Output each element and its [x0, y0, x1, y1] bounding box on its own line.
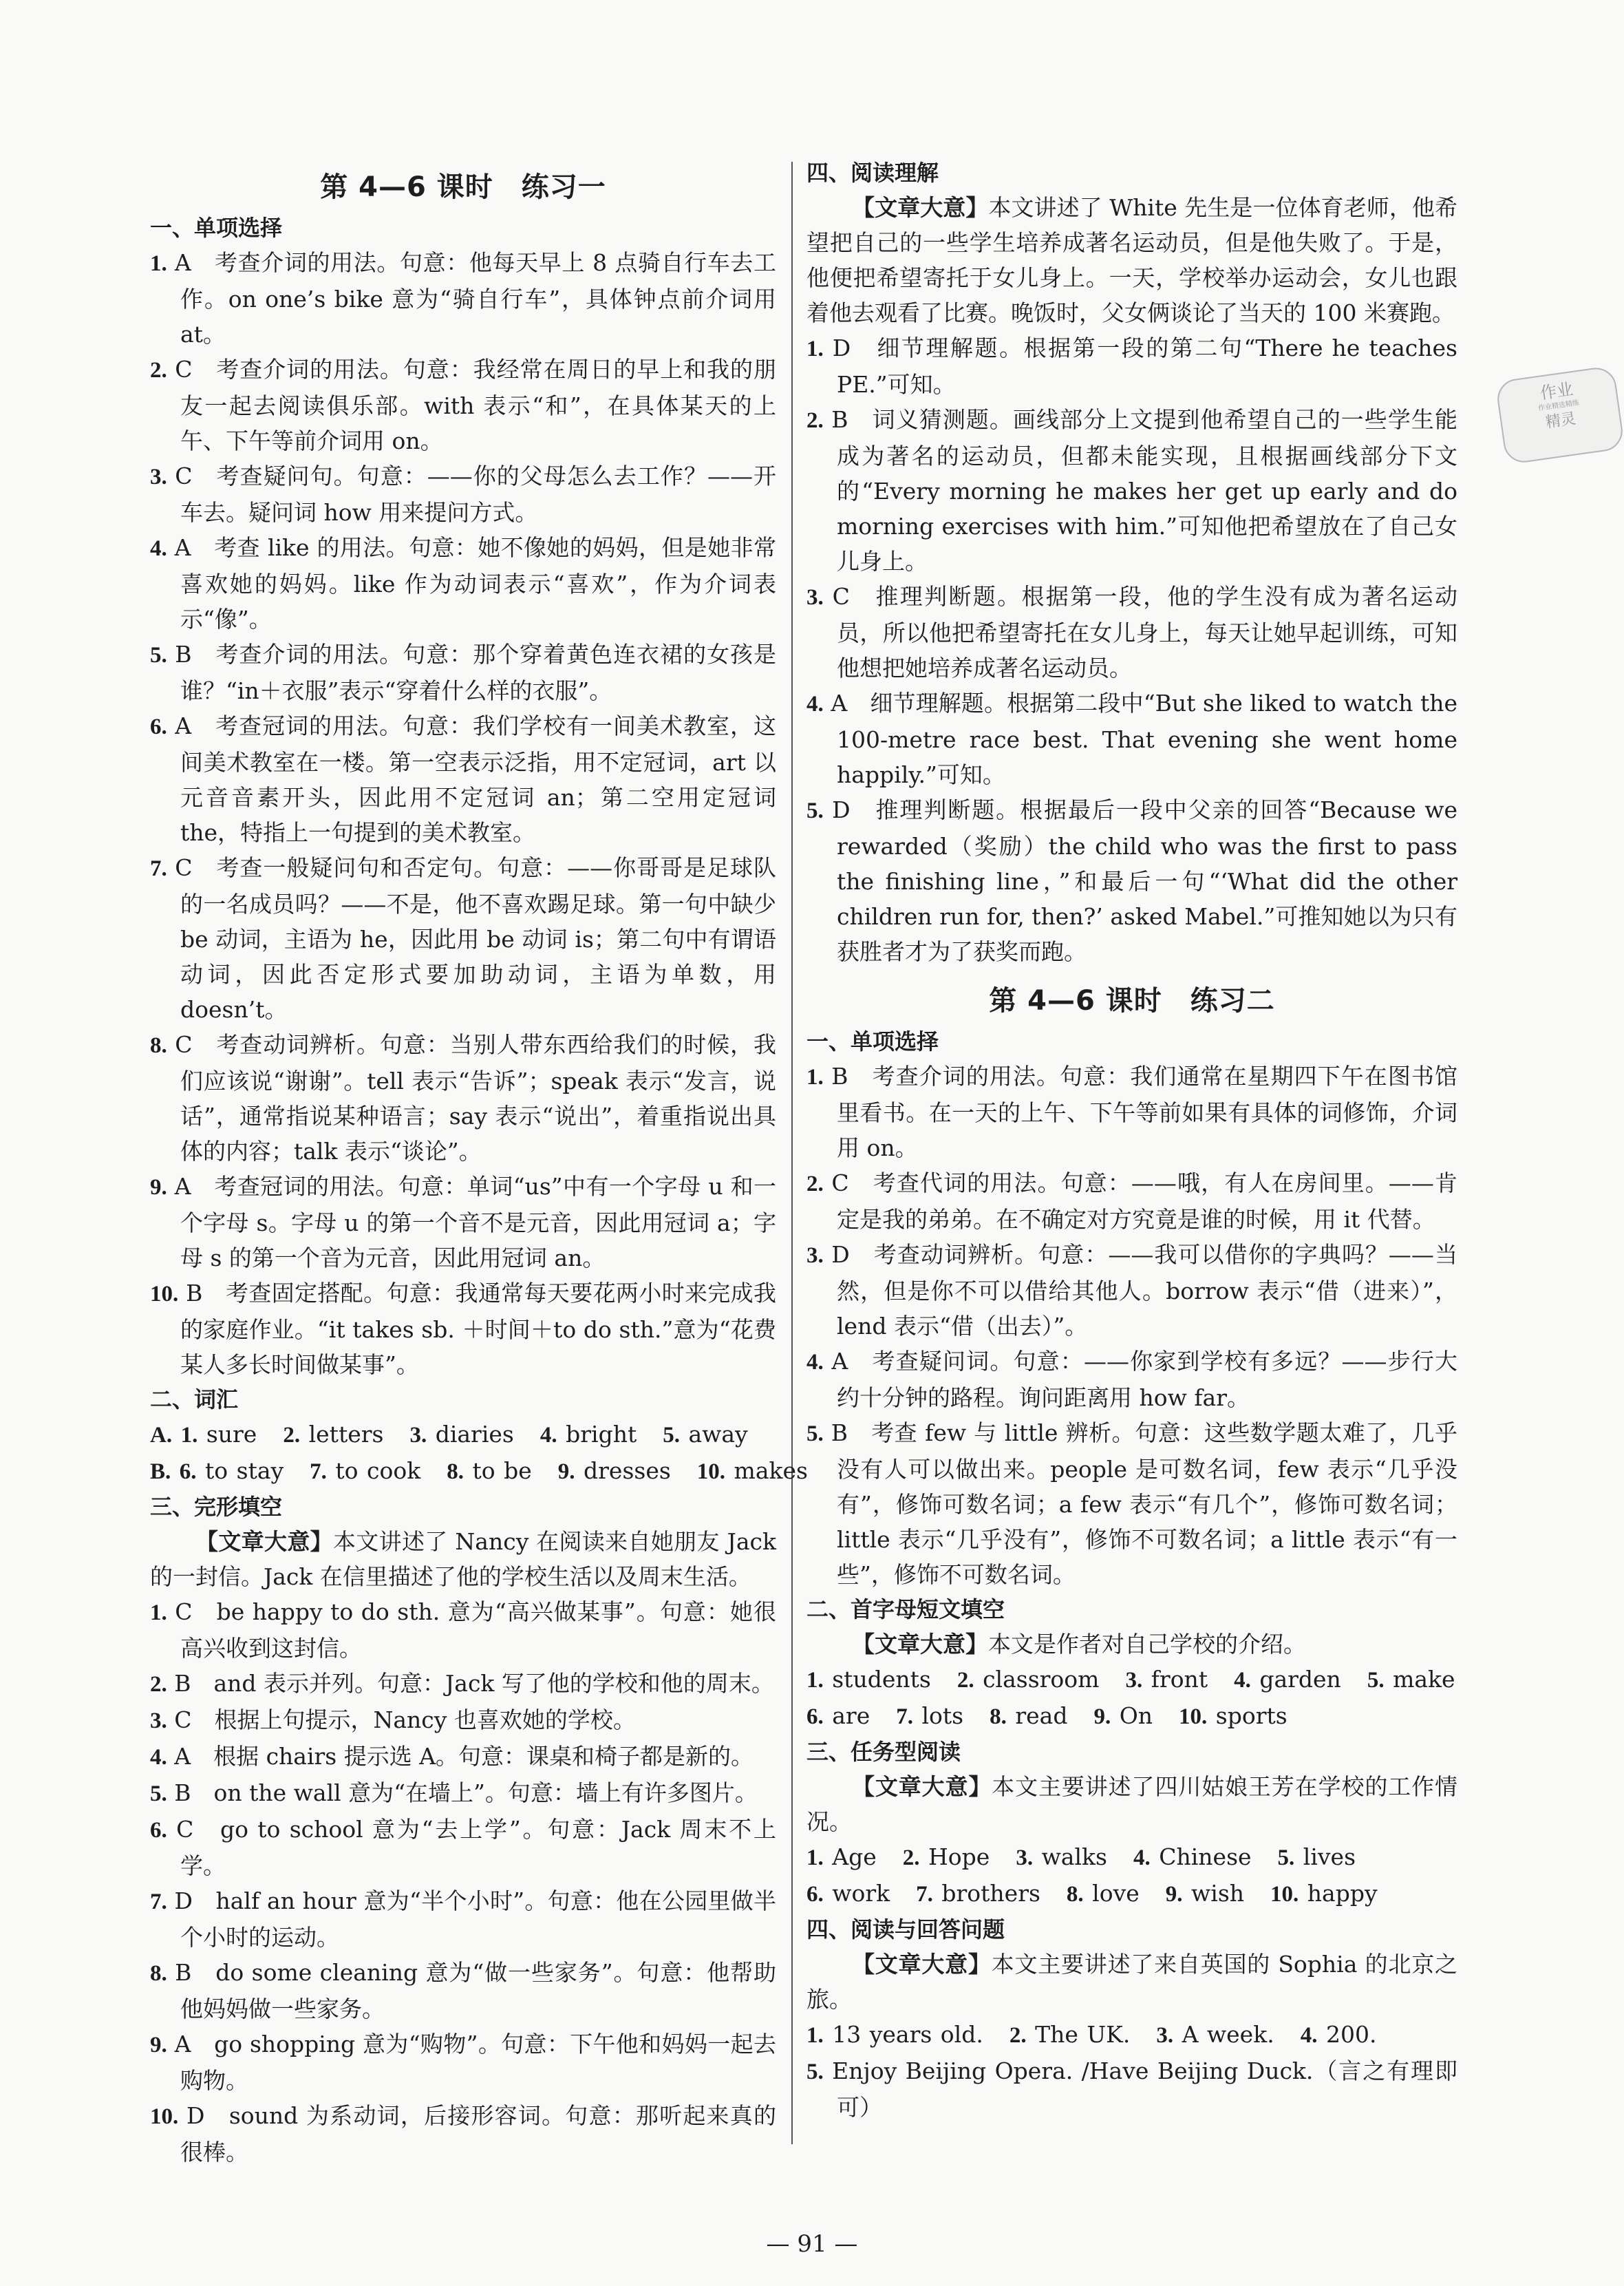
answer-item: 3. C 推理判断题。根据第一段，他的学生没有成为著名运动员，所以他把希望寄托在女儿身上，每天让她早起训练，可知他想把她培养成著名运动员。 [806, 583, 1458, 681]
inline-answer: 4. garden [1234, 1666, 1341, 1693]
answer-row [806, 1662, 1457, 1698]
answer-item: 10. B 考查固定搭配。句意：我通常每天要花两小时来完成我的家庭作业。“it takes sb. ＋时间＋to do sth.”意为“花费某人多长时间做某事”。 [150, 1280, 776, 1378]
inline-answer: 5. make [1367, 1666, 1455, 1693]
section-heading: 二、词汇 [150, 1386, 239, 1412]
inline-answer: 8. to be [447, 1457, 532, 1484]
inline-answer: 6. work [806, 1880, 890, 1907]
inline-answer: 1. students [806, 1666, 931, 1693]
inline-answer: 7. brothers [916, 1880, 1040, 1907]
inline-answer: 8. read [990, 1702, 1068, 1729]
inline-answer: 3. walks [1016, 1843, 1107, 1870]
section-heading: 四、阅读与回答问题 [806, 1916, 1005, 1943]
inline-answer: 3. A week. [1156, 2021, 1274, 2048]
inline-answer: 8. love [1066, 1880, 1140, 1907]
section-heading: 三、任务型阅读 [806, 1739, 961, 1765]
inline-answer: 9. dresses [557, 1457, 671, 1484]
answer-item: 3. D 考查动词辨析。句意：——我可以借你的字典吗？——当然，但是你不可以借给其他人。borrow 表示“借（进来）”，lend 表示“借（出去）”。 [806, 1241, 1457, 1340]
answer-item: 6. A 考查冠词的用法。句意：我们学校有一间美术教室，这间美术教室在一楼。第一空表示泛指，用不定冠词，art 以元音音素开头，因此用不定冠词 an；第二空用定冠词 the，特指上一句提到的美术教室。 [150, 712, 776, 846]
inline-answer: 1. Age [806, 1843, 877, 1870]
answer-item: 3. C 考查疑问句。句意：——你的父母怎么去工作？——开车去。疑问词 how 用来提问方式。 [150, 463, 776, 526]
section-heading: 一、单项选择 [806, 1028, 939, 1055]
answer-item: 4. A 根据 chairs 提示选 A。句意：课桌和椅子都是新的。 [150, 1743, 754, 1770]
inline-answer: 4. 200. [1300, 2021, 1377, 2048]
exercise-title-2: 第 4—6 课时 练习二 [989, 985, 1275, 1017]
left-column [150, 156, 808, 2170]
inline-answer: 5. lives [1277, 1843, 1356, 1870]
answer-list [806, 330, 1457, 969]
answer-list [150, 1594, 776, 2170]
answer-item: 7. D half an hour 意为“半个小时”。句意：他在公园里做半个小时的运动。 [150, 1887, 776, 1951]
answer-list [150, 245, 776, 1382]
answer-item: 8. C 考查动词辨析。句意：当别人带东西给我们的时候，我们应该说“谢谢”。tell 表示“告诉”；speak 表示“发言，说话”，通常指说某种语言；say 表示“说出”，着重指说出具体的内容；talk 表示“谈论”。 [150, 1031, 776, 1165]
inline-answer: 3. diaries [409, 1421, 514, 1448]
inline-answer: 7. to cook [310, 1457, 421, 1484]
answer-item: 8. B do some cleaning 意为“做一些家务”。句意：他帮助他妈妈做一些家务。 [150, 1959, 776, 2022]
answer-item: 5. D 推理判断题。根据最后一段中父亲的回答“Because we rewarded（奖励）the child who was the first to pass the finishing line，”和最后一句“‘What did the other children run for, then?’ asked Mabel.”可推知她以为只有获胜者才为了获奖而跑。 [806, 796, 1457, 965]
inline-answer: 9. On [1093, 1702, 1153, 1729]
answer-list [806, 1059, 1457, 1592]
inline-answer: 7. lots [896, 1702, 964, 1729]
section-heading: 二、首字母短文填空 [806, 1596, 1005, 1622]
answer-item: 1. A 考查介词的用法。句意：他每天早上 8 点骑自行车去工作。on one’s bike 意为“骑自行车”，具体钟点前介词用 at。 [150, 249, 776, 348]
section-heading: 三、完形填空 [150, 1494, 283, 1520]
answer-item: 5. Enjoy Beijing Opera. /Have Beijing Duck.（言之有理即可） [806, 2057, 1457, 2121]
vocab-row-b: B. 6. to stay 7. to cook 8. to be 9. dresses 10. makes [150, 1453, 776, 1490]
inline-answer: 10. sports [1179, 1702, 1288, 1729]
section-heading: 四、阅读理解 [806, 160, 939, 186]
answer-item: 9. A go shopping 意为“购物”。句意：下午他和妈妈一起去购物。 [150, 2031, 776, 2094]
inline-answer: 9. wish [1165, 1880, 1245, 1907]
watermark-stamp: 作业 作业精选精练 精灵 [1495, 365, 1624, 465]
article-summary: 【文章大意】本文主要讲述了四川姑娘王芳在学校的工作情况。 [806, 1773, 1458, 1835]
answer-item: 9. A 考查冠词的用法。句意：单词“us”中有一个字母 u 和一个字母 s。字母 u 的第一个音不是元音，因此用冠词 a；字母 s 的第一个音为元音，因此用冠词 an。 [150, 1173, 776, 1271]
inline-answer: 2. classroom [957, 1666, 1100, 1693]
article-summary: 【文章大意】本文是作者对自己学校的介绍。 [852, 1631, 1306, 1658]
answer-row [806, 2017, 1457, 2053]
answer-item: 6. C go to school 意为“去上学”。句意：Jack 周末不上学。 [150, 1816, 776, 1879]
article-summary: 【文章大意】本文主要讲述了来自英国的 Sophia 的北京之旅。 [806, 1951, 1458, 2013]
inline-answer: 6. to stay [179, 1457, 284, 1484]
vocab-row-a: A. 1. sure 2. letters 3. diaries 4. bright 5. away [150, 1417, 776, 1453]
answer-item: 3. C 根据上句提示，Nancy 也喜欢她的学校。 [150, 1706, 636, 1733]
exercise-title-1: 第 4—6 课时 练习一 [320, 171, 606, 203]
answer-item: 2. C 考查介词的用法。句意：我经常在周日的早上和我的朋友一起去阅读俱乐部。with 表示“和”，在具体某天的上午、下午等前介词用 on。 [150, 356, 776, 454]
inline-answer: 10. makes [696, 1457, 808, 1484]
answer-item: 1. B 考查介词的用法。句意：我们通常在星期四下午在图书馆里看书。在一天的上午、下午等前如果有具体的词修饰，介词用 on。 [806, 1063, 1457, 1161]
article-summary: 【文章大意】本文讲述了 White 先生是一位体育老师，他希望把自己的一些学生培养成著名运动员，但是他失败了。于是，他便把希望寄托于女儿身上。一天，学校举办运动会，女儿也跟着他去观看了比赛。晚饭时，父女俩谈论了当天的 100 米赛跑。 [806, 194, 1457, 326]
answer-row [806, 1698, 1457, 1735]
inline-answer: 4. Chinese [1133, 1843, 1252, 1870]
answer-item: 5. B 考查 few 与 little 辨析。句意：这些数学题太难了，几乎没有人可以做出来。people 是可数名词，few 表示“几乎没有”，修饰可数名词；a few 表示“有几个”，修饰可数名词；little 表示“几乎没有”，修饰不可数名词；a little 表示“有一些”，修饰不可数名词。 [806, 1419, 1457, 1588]
inline-answer: 3. front [1125, 1666, 1208, 1693]
answer-item: 2. B 词义猜测题。画线部分上文提到他希望自己的一些学生能成为著名的运动员，但都未能实现，且根据画线部分下文的“Every morning he makes her get up early and do morning exercises with him.”可知他把希望放在了自己女儿身上。 [806, 406, 1457, 575]
right-column [806, 156, 1457, 2125]
answer-item: 10. D sound 为系动词，后接形容词。句意：那听起来真的很棒。 [150, 2102, 776, 2166]
inline-answer: 2. letters [283, 1421, 384, 1448]
answer-item: 7. C 考查一般疑问句和否定句。句意：——你哥哥是足球队的一名成员吗？——不是，他不喜欢踢足球。第一句中缺少 be 动词，主语为 he，因此用 be 动词 is；第二句中有谓语动词，因此否定形式要加助动词，主语为单数，用 doesn’t。 [150, 854, 777, 1023]
answer-item: 4. A 考查疑问词。句意：——你家到学校有多远？——步行大约十分钟的路程。询问距离用 how far。 [806, 1348, 1457, 1411]
page-number: — 91 — [766, 2230, 858, 2258]
article-summary: 【文章大意】本文讲述了 Nancy 在阅读来自她朋友 Jack 的一封信。Jack 在信里描述了他的学校生活以及周末生活。 [150, 1528, 776, 1590]
inline-answer: 1. sure [180, 1421, 257, 1448]
answer-item: 5. B on the wall 意为“在墙上”。句意：墙上有许多图片。 [150, 1779, 758, 1806]
answer-row [806, 1839, 1457, 1876]
section-heading: 一、单项选择 [150, 215, 283, 241]
inline-answers [181, 1421, 774, 1448]
answer-row [806, 1876, 1457, 1912]
inline-answer: 4. bright [539, 1421, 637, 1448]
inline-answers [180, 1457, 834, 1484]
answer-item: 4. A 细节理解题。根据第二段中“But she liked to watch the 100-metre race best. That evening she went home happily.”可知。 [806, 690, 1457, 788]
answer-item: 1. C be happy to do sth. 意为“高兴做某事”。句意：她很高兴收到这封信。 [150, 1598, 776, 1662]
inline-answer: 1. 13 years old. [806, 2021, 983, 2048]
answer-item: 4. A 考查 like 的用法。句意：她不像她的妈妈，但是她非常喜欢她的妈妈。like 作为动词表示“喜欢”，作为介词表示“像”。 [150, 534, 776, 633]
column-divider [791, 162, 793, 2144]
inline-answer: 2. Hope [902, 1843, 990, 1870]
answer-item: 5. B 考查介词的用法。句意：那个穿着黄色连衣裙的女孩是谁？“in＋衣服”表示“穿着什么样的衣服”。 [150, 641, 776, 704]
inline-answer: 2. The UK. [1009, 2021, 1131, 2048]
inline-answer: 6. are [806, 1702, 870, 1729]
answer-item: 2. B and 表示并列。句意：Jack 写了他的学校和他的周末。 [150, 1670, 774, 1697]
answer-item: 2. C 考查代词的用法。句意：——哦，有人在房间里。——肯定是我的弟弟。在不确定对方究竟是谁的时候，用 it 代替。 [806, 1170, 1457, 1233]
inline-answer: 10. happy [1270, 1880, 1378, 1907]
answer-item: 1. D 细节理解题。根据第一段的第二句“There he teaches PE.”可知。 [806, 335, 1457, 398]
inline-answer: 5. away [663, 1421, 748, 1448]
